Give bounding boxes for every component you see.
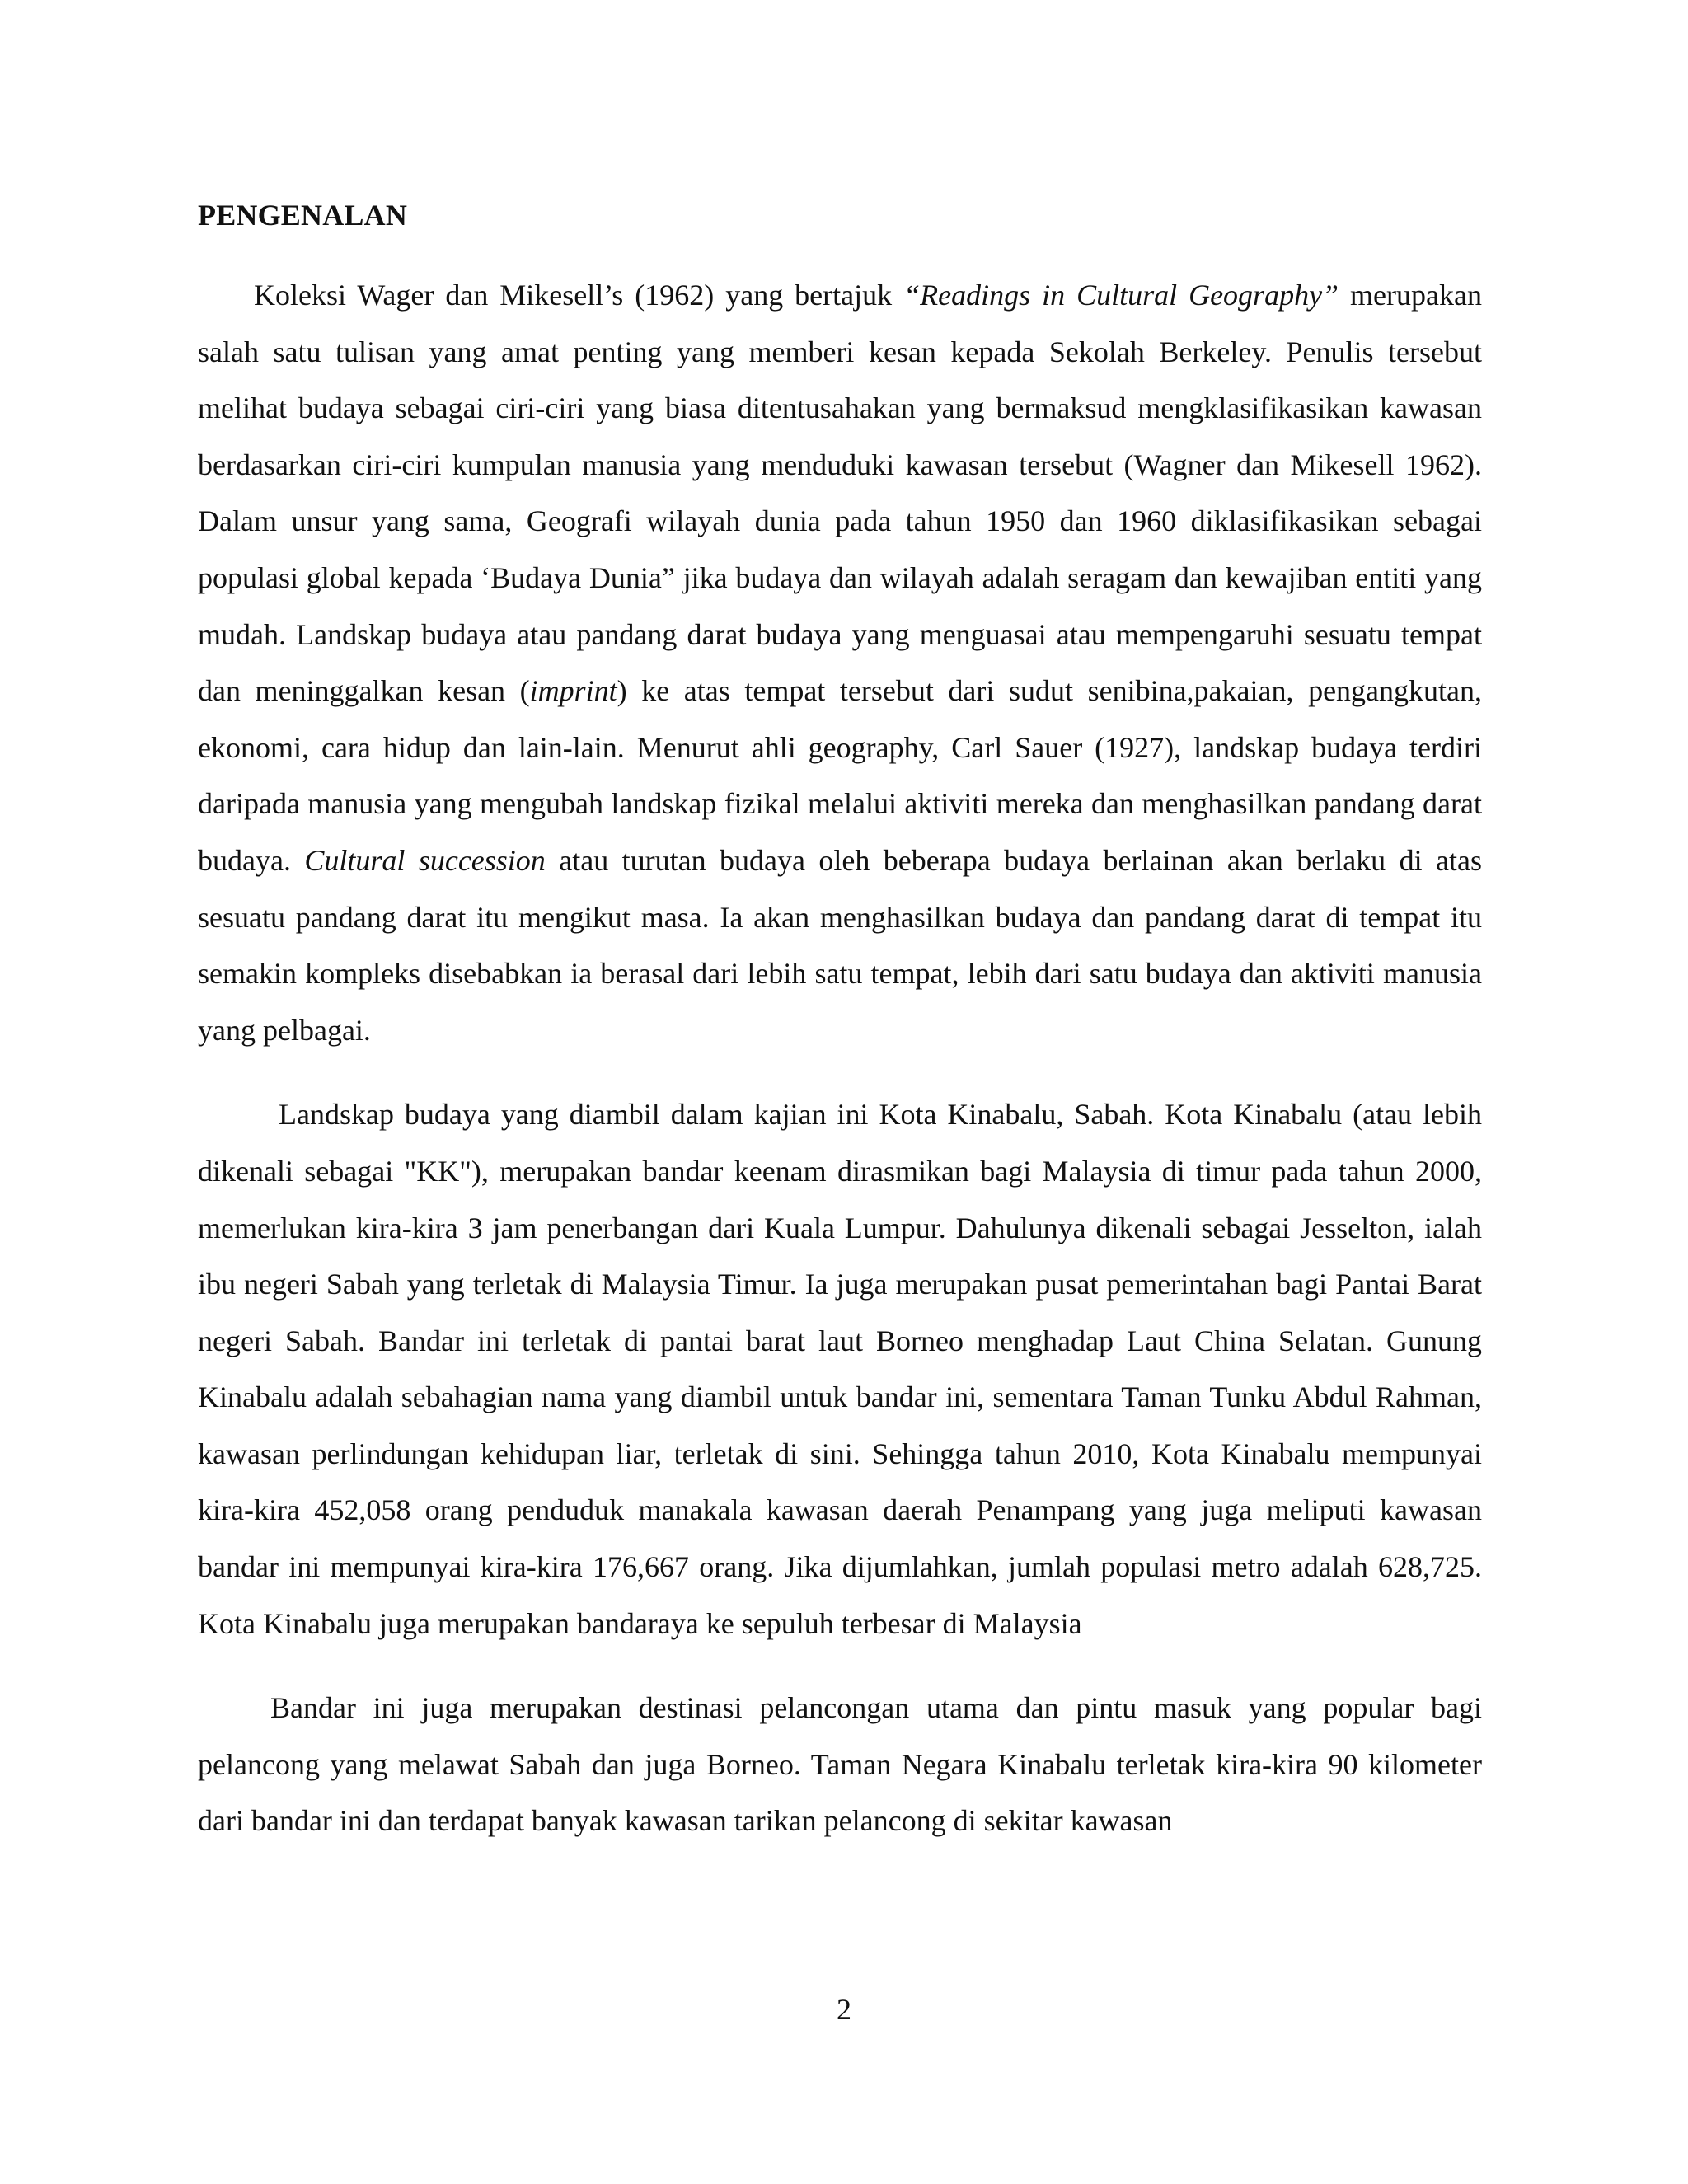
section-heading: PENGENALAN (198, 199, 408, 232)
paragraph-1 (198, 267, 1482, 1058)
paragraph-2 (198, 1086, 1482, 1652)
paragraph-1-text: atau turutan budaya oleh beberapa budaya berlainan akan berlaku di atas sesuatu pandang darat itu mengikut masa. Ia akan menghasilkan budaya dan pandang darat di tempat itu semakin kompleks disebabkan ia berasal dari lebih satu tempat, lebih dari satu budaya dan aktiviti manusia yang pelbagai. (198, 843, 1482, 1047)
paragraph-3 (198, 1680, 1482, 1849)
book-title-italic: “Readings in Cultural Geography” (903, 279, 1339, 312)
paragraph-1-text: Koleksi Wager dan Mikesell’s (1962) yang bertajuk (254, 279, 904, 312)
cultural-succession-italic: Cultural succession (304, 843, 546, 877)
paragraph-3-text: Bandar ini juga merupakan destinasi pelancongan utama dan pintu masuk yang popular bagi pelancong yang melawat Sabah dan juga Borneo. Taman Negara Kinabalu terletak kira-kira 90 kilometer dari bandar ini dan terdapat banyak kawasan tarikan pelancong di sekitar kawasan (198, 1691, 1482, 1838)
paragraph-1-text: ) ke atas tempat tersebut dari sudut senibina,pakaian, pengangkutan, ekonomi, cara hidup dan lain-lain. Menurut ahli geography, Carl Sauer (1927), landskap budaya terdiri daripada manusia yang mengubah landskap fizikal melalui aktiviti mereka dan menghasilkan pandang darat budaya. (198, 674, 1483, 877)
paragraph-2-text: Landskap budaya yang diambil dalam kajian ini Kota Kinabalu, Sabah. Kota Kinabalu (atau lebih dikenali sebagai "KK"), merupakan bandar keenam dirasmikan bagi Malaysia di timur pada tahun 2000, memerlukan kira-kira 3 jam penerbangan dari Kuala Lumpur. Dahulunya dikenali sebagai Jesselton, ialah ibu negeri Sabah yang terletak di Malaysia Timur. Ia juga merupakan pusat pemerintahan bagi Pantai Barat negeri Sabah. Bandar ini terletak di pantai barat laut Borneo menghadap Laut China Selatan. Gunung Kinabalu adalah sebahagian nama yang diambil untuk bandar ini, sementara Taman Tunku Abdul Rahman, kawasan perlindungan kehidupan liar, terletak di sini. Sehingga tahun 2010, Kota Kinabalu mempunyai kira-kira 452,058 orang penduduk manakala kawasan daerah Penampang yang juga meliputi kawasan bandar ini mempunyai kira-kira 176,667 orang. Jika dijumlahkan, jumlah populasi metro adalah 628,725. Kota Kinabalu juga merupakan bandaraya ke sepuluh terbesar di Malaysia (198, 1098, 1482, 1640)
page-number: 2 (837, 1993, 851, 2026)
paragraph-1-text: merupakan salah satu tulisan yang amat penting yang memberi kesan kepada Sekolah Berkeley. Penulis tersebut melihat budaya sebagai ciri-ciri yang biasa ditentusahakan yang bermaksud mengklasifikasikan kawasan berdasarkan ciri-ciri kumpulan manusia yang menduduki kawasan tersebut (Wagner dan Mikesell 1962). Dalam unsur yang sama, Geografi wilayah dunia pada tahun 1950 dan 1960 diklasifikasikan sebagai populasi global kepada ‘Budaya Dunia” jika budaya dan wilayah adalah seragam dan kewajiban entiti yang mudah. Landskap budaya atau pandang darat budaya yang menguasai atau mempengaruhi sesuatu tempat dan meninggalkan kesan ( (198, 279, 1482, 708)
imprint-italic: imprint (529, 674, 617, 708)
page-content (198, 193, 1482, 1849)
